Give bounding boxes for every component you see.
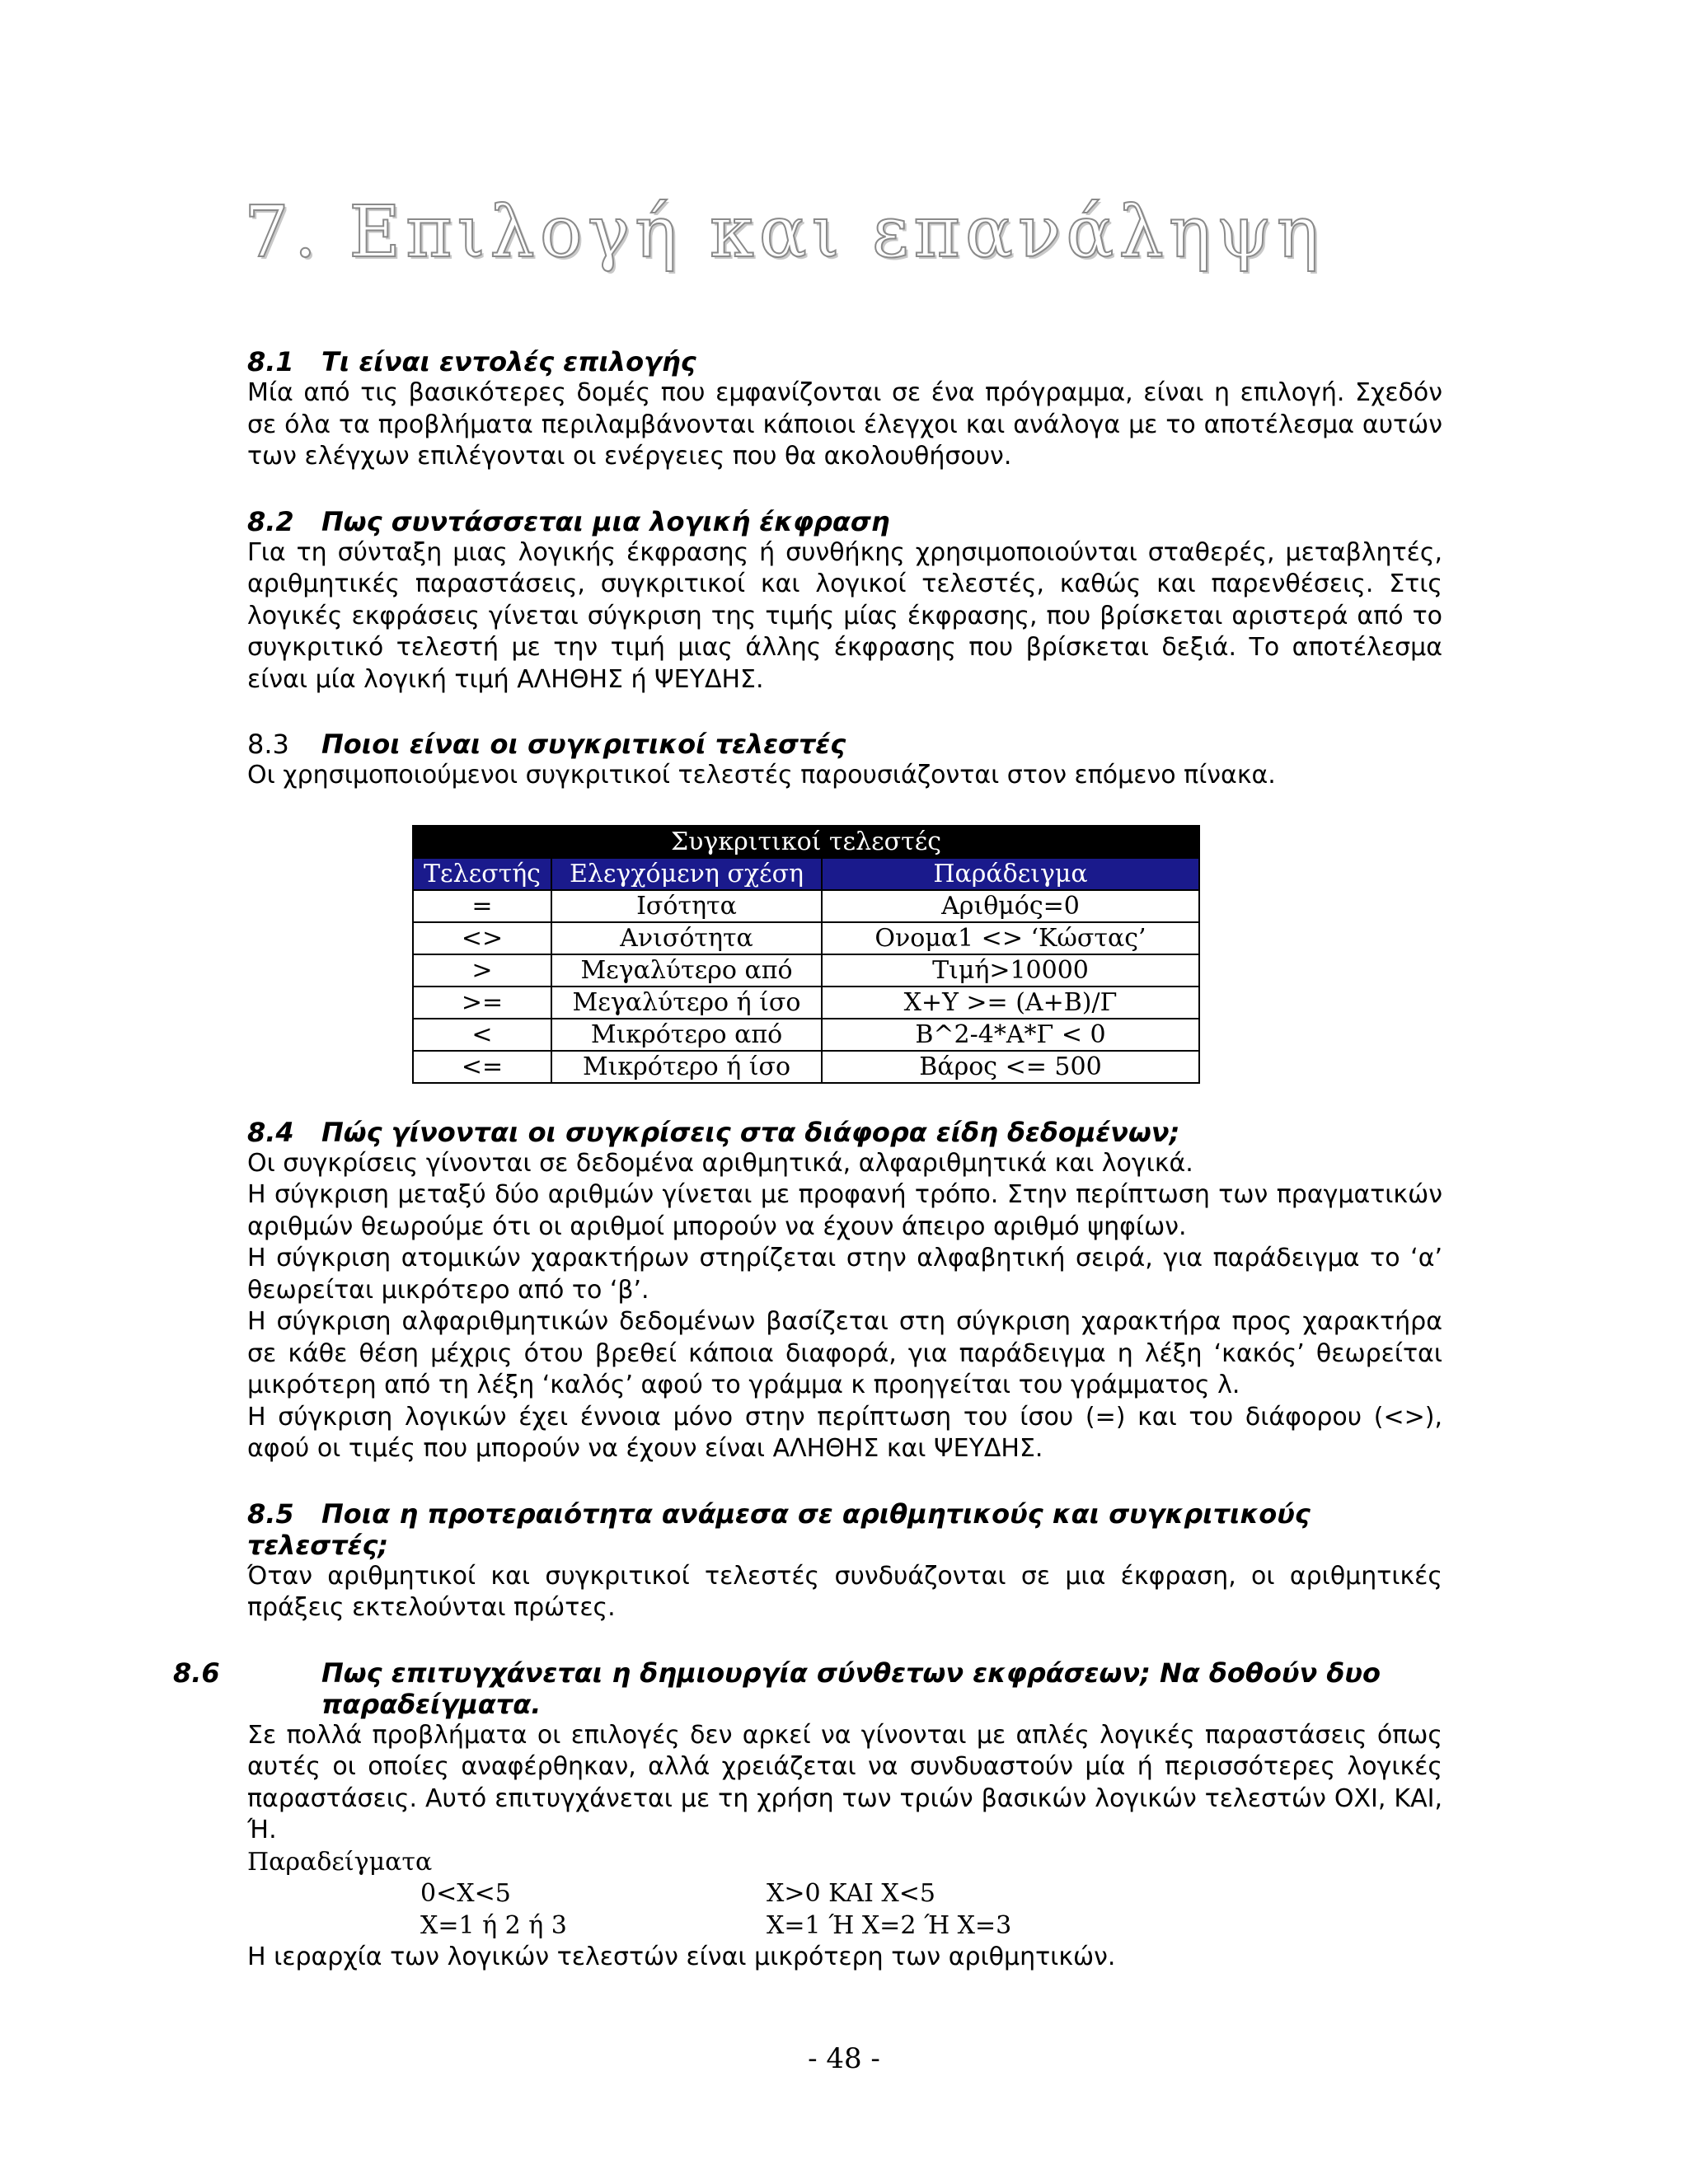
example-left: 0<X<5	[420, 1879, 511, 1908]
table-cell: Μεγαλύτερο ή ίσο	[551, 987, 822, 1019]
table-cell: X+Y >= (A+B)/Γ	[822, 987, 1199, 1019]
section-8-1	[247, 346, 1442, 473]
comparison-operators-table	[412, 825, 1200, 1084]
table-cell: Βάρος <= 500	[822, 1051, 1199, 1083]
section-body: Μία από τις βασικότερες δομές που εμφανίζονται σε ένα πρόγραμμα, είναι η επιλογή. Σχεδόν σε όλα τα προβλήματα περιλαμβάνονται κάποιοι έλεγχοι και ανάλογα με το αποτέλεσμα αυτών των ελέγχων επιλέγονται οι ενέργειες που θα ακολουθήσουν.	[247, 378, 1442, 471]
table-row	[413, 987, 1199, 1019]
page-number: - 48 -	[808, 2042, 880, 2075]
table-cell: Μικρότερο από	[551, 1019, 822, 1051]
section-heading	[247, 729, 1442, 760]
section-line: Η σύγκριση αλφαριθμητικών δεδομένων βασίζεται στη σύγκριση χαρακτήρα προς χαρακτήρα σε κάθε θέση μέχρις ότου βρεθεί κάποια διαφορά, για παράδειγμα η λέξη ‘κακός’ θεωρείται μικρότερη από τη λέξη ‘καλός’ αφού το γράμμα κ προηγείται του γράμματος λ.	[247, 1307, 1442, 1399]
table-header-operator: Τελεστής	[413, 858, 551, 890]
examples-block	[247, 1847, 1442, 1943]
table-row	[413, 954, 1199, 987]
section-8-2	[247, 506, 1442, 696]
section-closing: Η ιεραρχία των λογικών τελεστών είναι μικρότερη των αριθμητικών.	[247, 1943, 1116, 1971]
table-header-example: Παράδειγμα	[822, 858, 1199, 890]
table-row	[413, 1051, 1199, 1083]
table-title: Συγκριτικοί τελεστές	[413, 826, 1199, 858]
section-heading	[247, 346, 1442, 377]
section-heading	[173, 1657, 1442, 1720]
example-row	[247, 1878, 1442, 1910]
table-row	[413, 1019, 1199, 1051]
table-cell: =	[413, 890, 551, 922]
section-line: Η σύγκριση μεταξύ δύο αριθμών γίνεται με προφανή τρόπο. Στην περίπτωση των πραγματικών αριθμών θεωρούμε ότι οι αριθμοί μπορούν να έχουν άπειρο αριθμό ψηφίων.	[247, 1180, 1442, 1241]
section-8-4	[247, 1117, 1442, 1465]
section-heading	[247, 1498, 1442, 1561]
table-cell: Τιμή>10000	[822, 954, 1199, 987]
section-number: 8.3	[247, 729, 289, 760]
chapter-title: 7. Επιλογή και επανάληψη	[244, 191, 1325, 274]
section-title: Τι είναι εντολές επιλογής	[321, 346, 696, 377]
table-cell: <=	[413, 1051, 551, 1083]
page-content	[173, 346, 1442, 1974]
section-8-5	[247, 1498, 1442, 1624]
section-title: Πως επιτυγχάνεται η δημιουργία σύνθετων εκφράσεων; Να δοθούν δυο παραδείγματα.	[321, 1657, 1381, 1720]
section-title: Πώς γίνονται οι συγκρίσεις στα διάφορα είδη δεδομένων;	[321, 1116, 1180, 1148]
table-cell: Β^2-4*Α*Γ < 0	[822, 1019, 1199, 1051]
section-8-3	[247, 729, 1442, 792]
section-number: 8.4	[247, 1116, 294, 1148]
section-number: 8.2	[247, 505, 294, 537]
section-line: Η σύγκριση ατομικών χαρακτήρων στηρίζεται στην αλφαβητική σειρά, για παράδειγμα το ‘α’ θεωρείται μικρότερο από το ‘β’.	[247, 1244, 1442, 1305]
section-line: Οι συγκρίσεις γίνονται σε δεδομένα αριθμητικά, αλφαριθμητικά και λογικά.	[247, 1148, 1193, 1178]
table-cell: Ονομα1 <> ‘Κώστας’	[822, 922, 1199, 954]
table-cell: Μεγαλύτερο από	[551, 954, 822, 987]
examples-label: Παραδείγματα	[247, 1847, 433, 1877]
section-number: 8.6	[173, 1657, 220, 1689]
table-cell: Αριθμός=0	[822, 890, 1199, 922]
section-heading	[247, 1117, 1442, 1148]
section-body: Όταν αριθμητικοί και συγκριτικοί τελεστές συνδυάζονται σε μια έκφραση, οι αριθμητικές πράξεις εκτελούνται πρώτες.	[247, 1561, 1442, 1622]
section-8-6	[173, 1657, 1442, 1974]
section-title: Ποιοι είναι οι συγκριτικοί τελεστές	[321, 729, 846, 760]
section-body: Σε πολλά προβλήματα οι επιλογές δεν αρκεί να γίνονται με απλές λογικές παραστάσεις όπως αυτές οι οποίες αναφέρθηκαν, αλλά χρειάζεται να συνδυαστούν μία ή περισσότερες λογικές παραστάσεις. Αυτό επιτυγχάνεται με τη χρήση των τριών βασικών λογικών τελεστών ΟΧΙ, ΚΑΙ, Ή.	[247, 1720, 1442, 1844]
example-right: X=1 Ή X=2 Ή X=3	[767, 1910, 1012, 1940]
section-number: 8.5	[247, 1497, 294, 1530]
table-cell: <>	[413, 922, 551, 954]
section-line: Η σύγκριση λογικών έχει έννοια μόνο στην περίπτωση του ίσου (=) και του διάφορου (<>), αφού οι τιμές που μπορούν να έχουν είναι ΑΛΗΘΗΣ και ΨΕΥΔΗΣ.	[247, 1402, 1442, 1463]
section-body: Οι χρησιμοποιούμενοι συγκριτικοί τελεστές παρουσιάζονται στον επόμενο πίνακα.	[247, 761, 1276, 790]
table-cell: Μικρότερο ή ίσο	[551, 1051, 822, 1083]
section-body: Για τη σύνταξη μιας λογικής έκφρασης ή συνθήκης χρησιμοποιούνται σταθερές, μεταβλητές, αριθμητικές παραστάσεις, συγκριτικοί και λογικοί τελεστές, καθώς και παρενθέσεις. Στις λογικές εκφράσεις γίνεται σύγκριση της τιμής μίας έκφρασης, που βρίσκεται αριστερά από το συγκριτικό τελεστή με την τιμή μιας άλλης έκφρασης που βρίσκεται δεξιά. Το αποτέλεσμα είναι μία λογική τιμή ΑΛΗΘΗΣ ή ΨΕΥΔΗΣ.	[247, 537, 1442, 694]
section-number: 8.1	[247, 346, 294, 377]
table-cell: Ισότητα	[551, 890, 822, 922]
table-cell: >	[413, 954, 551, 987]
table-row	[413, 922, 1199, 954]
table-cell: Ανισότητα	[551, 922, 822, 954]
example-left: X=1 ή 2 ή 3	[420, 1910, 567, 1940]
table-cell: >=	[413, 987, 551, 1019]
section-heading	[247, 506, 1442, 537]
example-right: X>0 KAI X<5	[767, 1879, 935, 1908]
table-row	[413, 890, 1199, 922]
section-title: Ποια η προτεραιότητα ανάμεσα σε αριθμητικούς και συγκριτικούς τελεστές;	[247, 1497, 1311, 1561]
table-header-relation: Ελεγχόμενη σχέση	[551, 858, 822, 890]
section-title: Πως συντάσσεται μια λογική έκφραση	[321, 505, 890, 537]
example-row	[247, 1910, 1442, 1943]
table-cell: <	[413, 1019, 551, 1051]
